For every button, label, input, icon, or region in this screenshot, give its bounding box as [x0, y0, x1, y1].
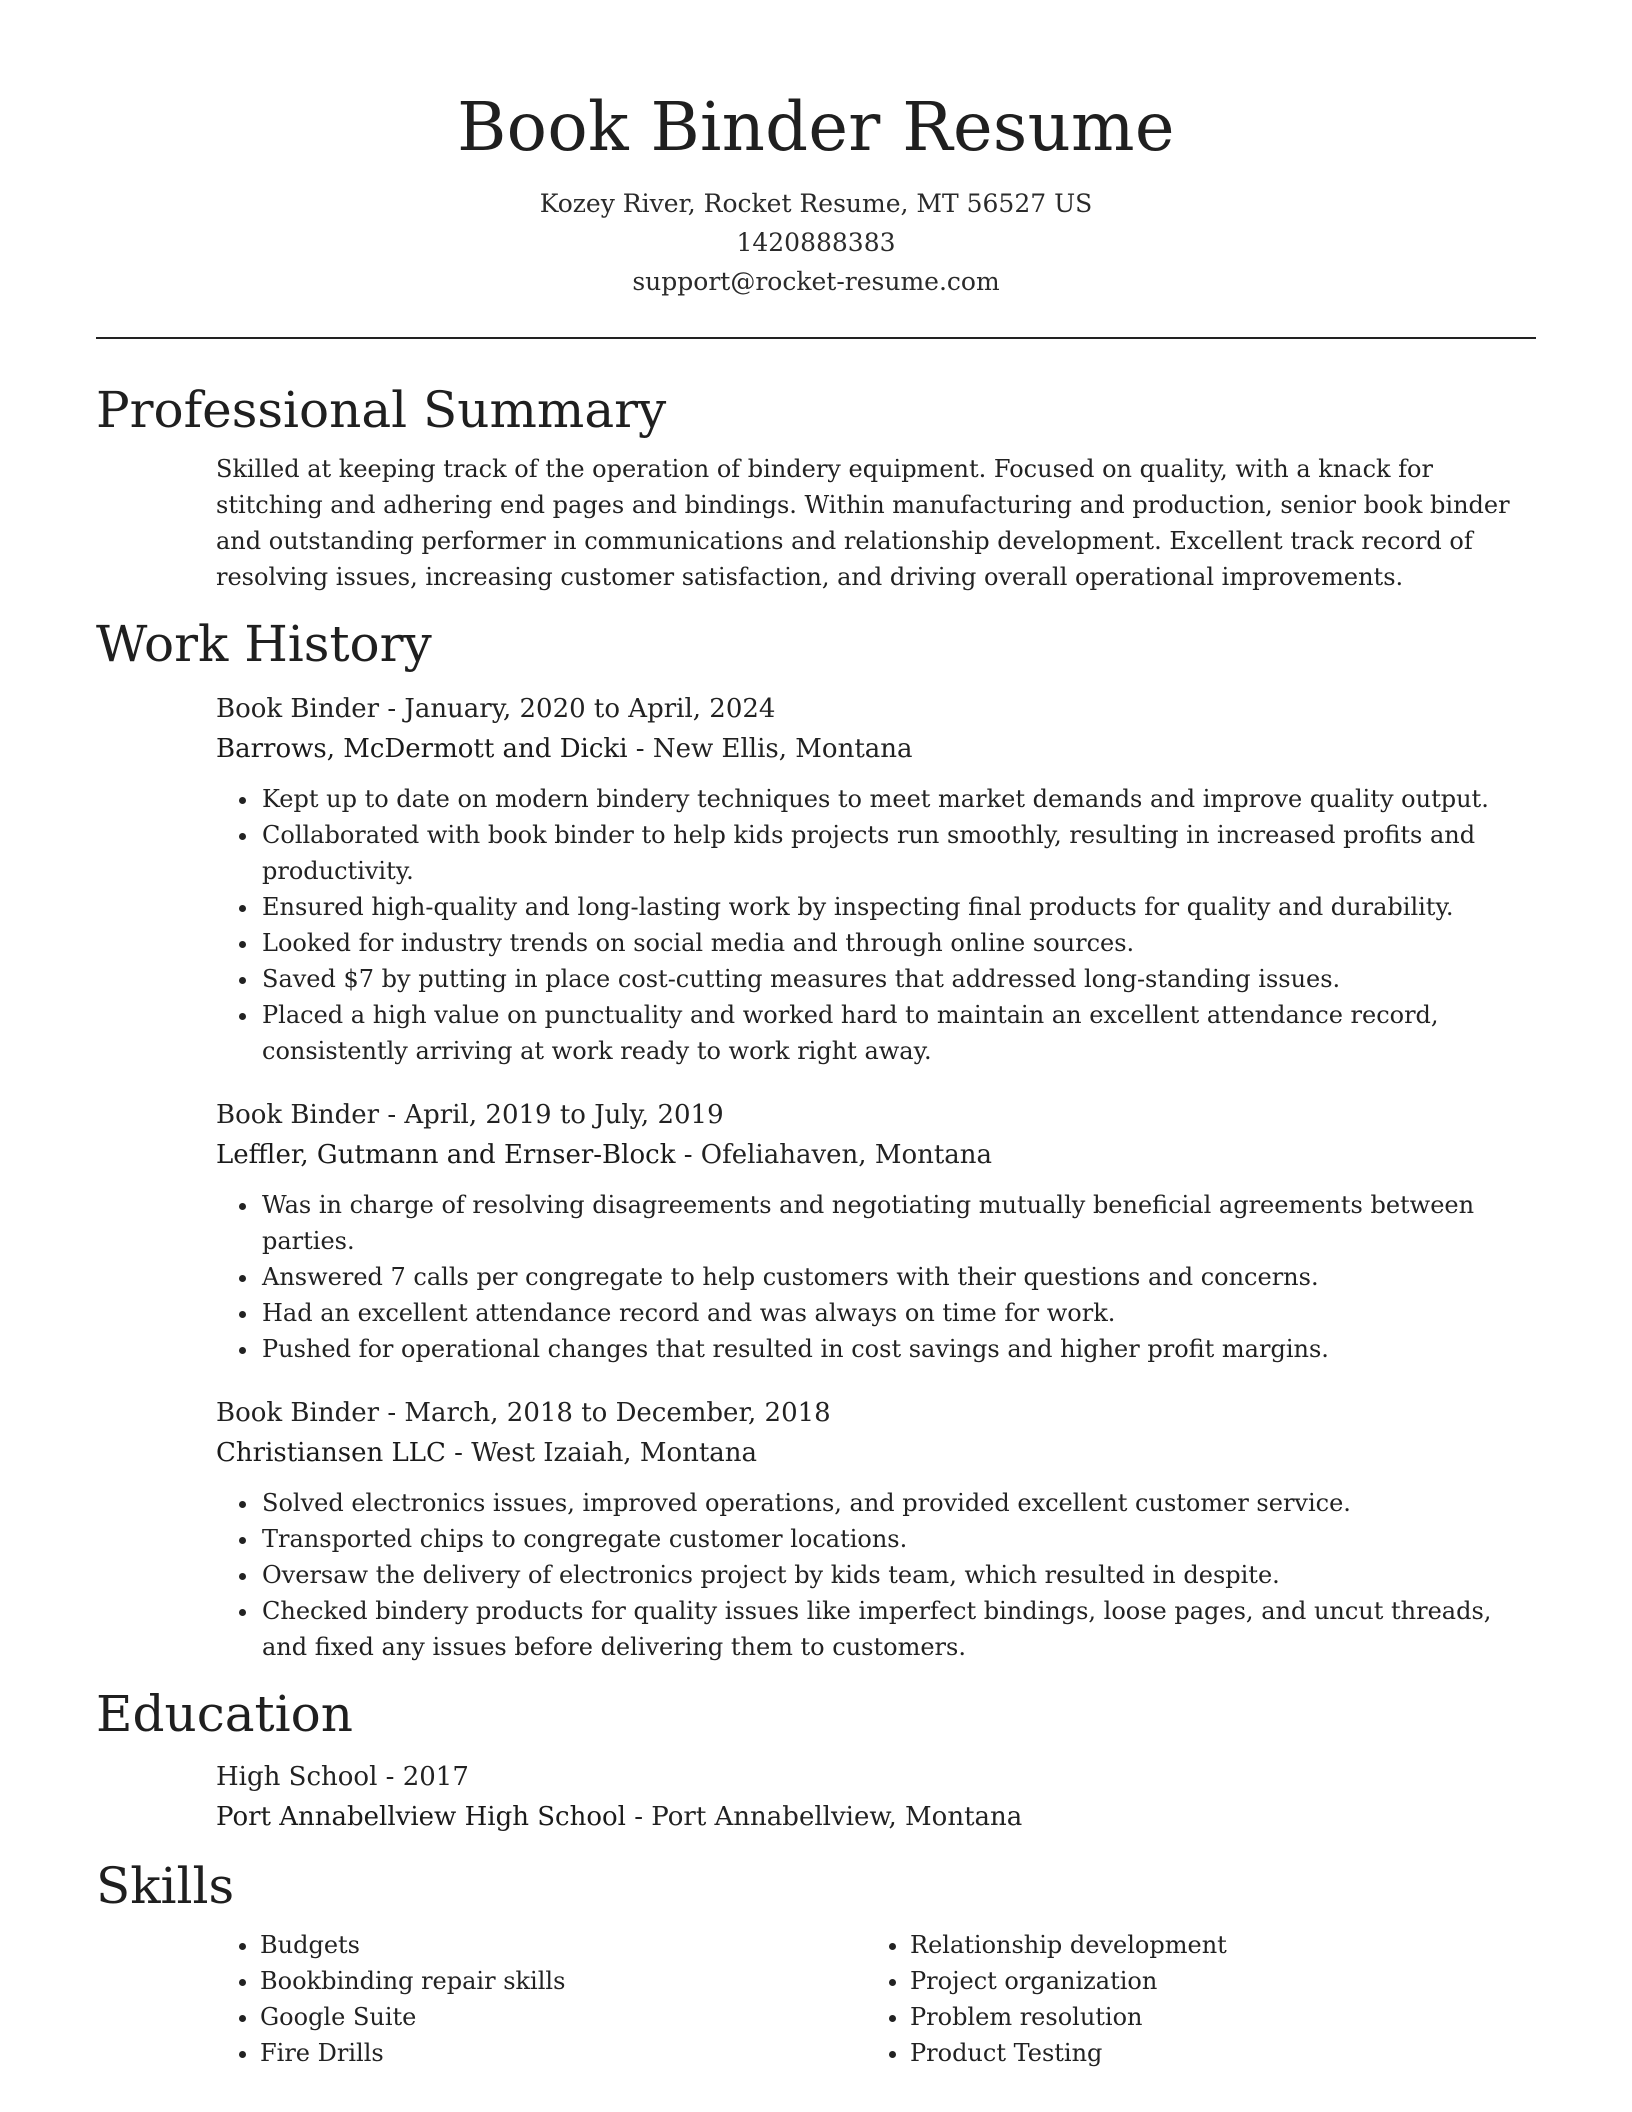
job-role: Book Binder	[216, 694, 380, 724]
job-bullet: • Pushed for operational changes that resulted in cost savings and higher profit margins.	[260, 1331, 1536, 1367]
job-bullet: • Oversaw the delivery of electronics project by kids team, which resulted in despite.	[260, 1557, 1536, 1593]
skill-item: • Relationship development	[910, 1927, 1516, 1963]
skills-column-left	[216, 1927, 866, 2071]
job-bullet: • Saved $7 by putting in place cost-cutting measures that addressed long-standing issues.	[260, 961, 1536, 997]
skill-item: • Project organization	[910, 1963, 1516, 1999]
job-company-line: Christiansen LLC - West Izaiah, Montana	[216, 1438, 758, 1468]
education-degree-line: High School - 2017	[216, 1762, 469, 1792]
skills-columns	[216, 1927, 1536, 2071]
job-dates: January, 2020 to April, 2024	[404, 694, 776, 724]
job-entry	[216, 1393, 1536, 1665]
contact-phone: 1420888383	[736, 228, 896, 257]
job-location: West Izaiah, Montana	[471, 1438, 758, 1468]
job-bullet: • Ensured high-quality and long-lasting work by inspecting final products for quality and durability.	[260, 889, 1536, 925]
job-bullet: • Transported chips to congregate customer locations.	[260, 1521, 1536, 1557]
job-bullet: • Placed a high value on punctuality and worked hard to maintain an excellent attendance record, consistently arriving at work ready to work right away.	[260, 997, 1536, 1069]
job-company: Barrows, McDermott and Dicki	[216, 734, 628, 764]
job-bullets	[216, 1187, 1536, 1367]
skills-section	[96, 1855, 1536, 2071]
job-bullet: • Collaborated with book binder to help kids projects run smoothly, resulting in increased profits and productivity.	[260, 817, 1536, 889]
job-dates: March, 2018 to December, 2018	[404, 1398, 831, 1428]
education-year: 2017	[402, 1762, 469, 1792]
job-bullet: • Was in charge of resolving disagreements and negotiating mutually beneficial agreements between parties.	[260, 1187, 1536, 1259]
job-bullet: • Solved electronics issues, improved operations, and provided excellent customer service.	[260, 1485, 1536, 1521]
job-company-line: Barrows, McDermott and Dicki - New Ellis, Montana	[216, 734, 913, 764]
skill-item: • Bookbinding repair skills	[260, 1963, 866, 1999]
skill-item: • Product Testing	[910, 2035, 1516, 2071]
skills-list	[216, 1927, 866, 2071]
job-bullet: • Answered 7 calls per congregate to help customers with their questions and concerns.	[260, 1259, 1536, 1295]
job-bullet: • Kept up to date on modern bindery techniques to meet market demands and improve quality output.	[260, 781, 1536, 817]
education-entry	[216, 1757, 1536, 1837]
job-dates: April, 2019 to July, 2019	[404, 1100, 724, 1130]
skill-item: • Problem resolution	[910, 1999, 1516, 2035]
contact-address: Kozey River, Rocket Resume, MT 56527 US	[539, 189, 1093, 218]
job-company: Christiansen LLC	[216, 1438, 446, 1468]
education-school-line: Port Annabellview High School - Port Annabellview, Montana	[216, 1802, 1023, 1832]
skill-item: • Budgets	[260, 1927, 866, 1963]
job-bullet: • Checked bindery products for quality issues like imperfect bindings, loose pages, and uncut threads, and fixed any issues before delivering them to customers.	[260, 1593, 1536, 1665]
job-title-line: Book Binder - April, 2019 to July, 2019	[216, 1100, 724, 1130]
contact-block	[96, 184, 1536, 301]
job-entry	[216, 1095, 1536, 1367]
skill-item: • Fire Drills	[260, 2035, 866, 2071]
skill-item: • Google Suite	[260, 1999, 866, 2035]
job-location: Ofeliahaven, Montana	[700, 1140, 993, 1170]
summary-heading: Professional Summary	[96, 381, 667, 439]
education-heading: Education	[96, 1685, 353, 1743]
job-location: New Ellis, Montana	[652, 734, 913, 764]
summary-section	[96, 379, 1536, 595]
job-entry	[216, 689, 1536, 1069]
job-company-line: Leffler, Gutmann and Ernser-Block - Ofeliahaven, Montana	[216, 1140, 993, 1170]
skills-column-right	[866, 1927, 1516, 2071]
work-history-section	[96, 613, 1536, 1665]
job-bullet: • Looked for industry trends on social media and through online sources.	[260, 925, 1536, 961]
education-section	[96, 1683, 1536, 1837]
header-divider	[96, 337, 1536, 339]
skills-list	[866, 1927, 1516, 2071]
job-role: Book Binder	[216, 1100, 380, 1130]
education-school: Port Annabellview High School	[216, 1802, 626, 1832]
education-degree: High School	[216, 1762, 378, 1792]
job-role: Book Binder	[216, 1398, 380, 1428]
resume-title: Book Binder Resume	[457, 88, 1175, 166]
work-history-heading: Work History	[96, 615, 432, 673]
job-bullets	[216, 1485, 1536, 1665]
job-company: Leffler, Gutmann and Ernser-Block	[216, 1140, 676, 1170]
job-title-line: Book Binder - January, 2020 to April, 2024	[216, 694, 776, 724]
job-bullets	[216, 781, 1536, 1069]
job-bullet: • Had an excellent attendance record and was always on time for work.	[260, 1295, 1536, 1331]
skills-heading: Skills	[96, 1857, 235, 1915]
summary-text: Skilled at keeping track of the operation of bindery equipment. Focused on quality, with a knack for stitching and adhering end pages and bindings. Within manufacturing and production, senior book binder and outstanding performer in communications and relationship development. Excellent track record of resolving issues, increasing customer satisfaction, and driving overall operational improvements.	[216, 455, 1510, 591]
job-title-line: Book Binder - March, 2018 to December, 2018	[216, 1398, 831, 1428]
resume-header	[96, 0, 1536, 301]
contact-email: support@rocket-resume.com	[632, 267, 1000, 296]
education-location: Port Annabellview, Montana	[651, 1802, 1023, 1832]
